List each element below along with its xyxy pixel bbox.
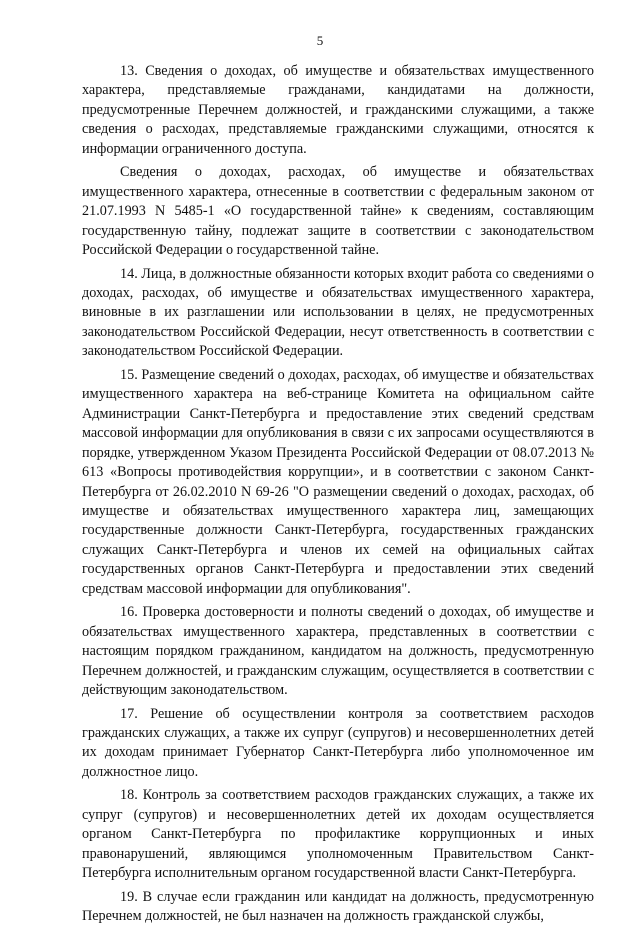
paragraph-19: 19. В случае если гражданин или кандидат на должность, предусмотренную Перечнем должностей, не был назначен на должность гражданской службы,: [82, 888, 594, 925]
paragraph-18: 18. Контроль за соответствием расходов гражданских служащих, а также их супруг (супругов) и несовершеннолетних детей их доходам осуществляется органом Санкт-Петербурга по профилактике коррупционных и иных правонарушений, являющимся уполномоченным Правительством Санкт-Петербурга исполнительным органом государственной власти Санкт-Петербурга.: [82, 787, 594, 882]
paragraph-14: 14. Лица, в должностные обязанности которых входит работа со сведениями о доходах, расходах, об имуществе и обязательствах имущественного характера, виновные в их разглашении или использовании в целях, не предусмотренных законодательством Российской Федерации, несут ответственность в соответствии с законодательством Российской Федерации.: [82, 265, 594, 360]
paragraph-16: 16. Проверка достоверности и полноты сведений о доходах, об имуществе и обязательствах имущественного характера, представленных в соответствии с настоящим порядком гражданином, кандидатом на должность, предусмотренную Перечнем должностей, и гражданским служащим, осуществляется в соответствии с действующим законодательством.: [82, 604, 594, 699]
page-number: 5: [316, 33, 324, 48]
paragraph-15: 15. Размещение сведений о доходах, расходах, об имуществе и обязательствах имущественного характера на веб-странице Комитета на официальном сайте Администрации Санкт-Петербурга и предоставление этих сведений средствам массовой информации для опубликования в связи с их запросами осуществляются в порядке, утвержденном Указом Президента Российской Федерации от 08.07.2013 № 613 «Вопросы противодействия коррупции», и в соответствии с законом Санкт-Петербурга от 26.02.2010 N 69-26 "О размещении сведений о доходах, расходах, об имуществе и обязательствах имущественного характера лиц, замещающих государственные должности Санкт-Петербурга, государственных гражданских служащих Санкт-Петербурга и членов их семей на официальных сайтах государственных органов Санкт-Петербурга и предоставлении этих сведений средствам массовой информации для опубликования".: [82, 366, 594, 597]
document-body: [82, 62, 594, 930]
paragraph-13: 13. Сведения о доходах, об имуществе и обязательствах имущественного характера, представляемые гражданами, кандидатами на должности, предусмотренные Перечнем должностей, и гражданскими служащими, а также сведения о расходах, представляемые гражданскими служащими, относятся к информации ограниченного доступа.: [82, 63, 594, 157]
paragraph-17: 17. Решение об осуществлении контроля за соответствием расходов гражданских служащих, а также их супруг (супругов) и несовершеннолетних детей их доходам принимает Губернатор Санкт-Петербурга либо уполномоченное им должностное лицо.: [82, 705, 594, 780]
paragraph-13-state-secret: Сведения о доходах, расходах, об имуществе и обязательствах имущественного характера, отнесенные в соответствии с федеральным законом от 21.07.1993 N 5485-1 «О государственной тайне» к сведениям, составляющим государственную тайну, подлежат защите в соответствии с законодательством Российской Федерации о государственной тайне.: [82, 164, 594, 259]
